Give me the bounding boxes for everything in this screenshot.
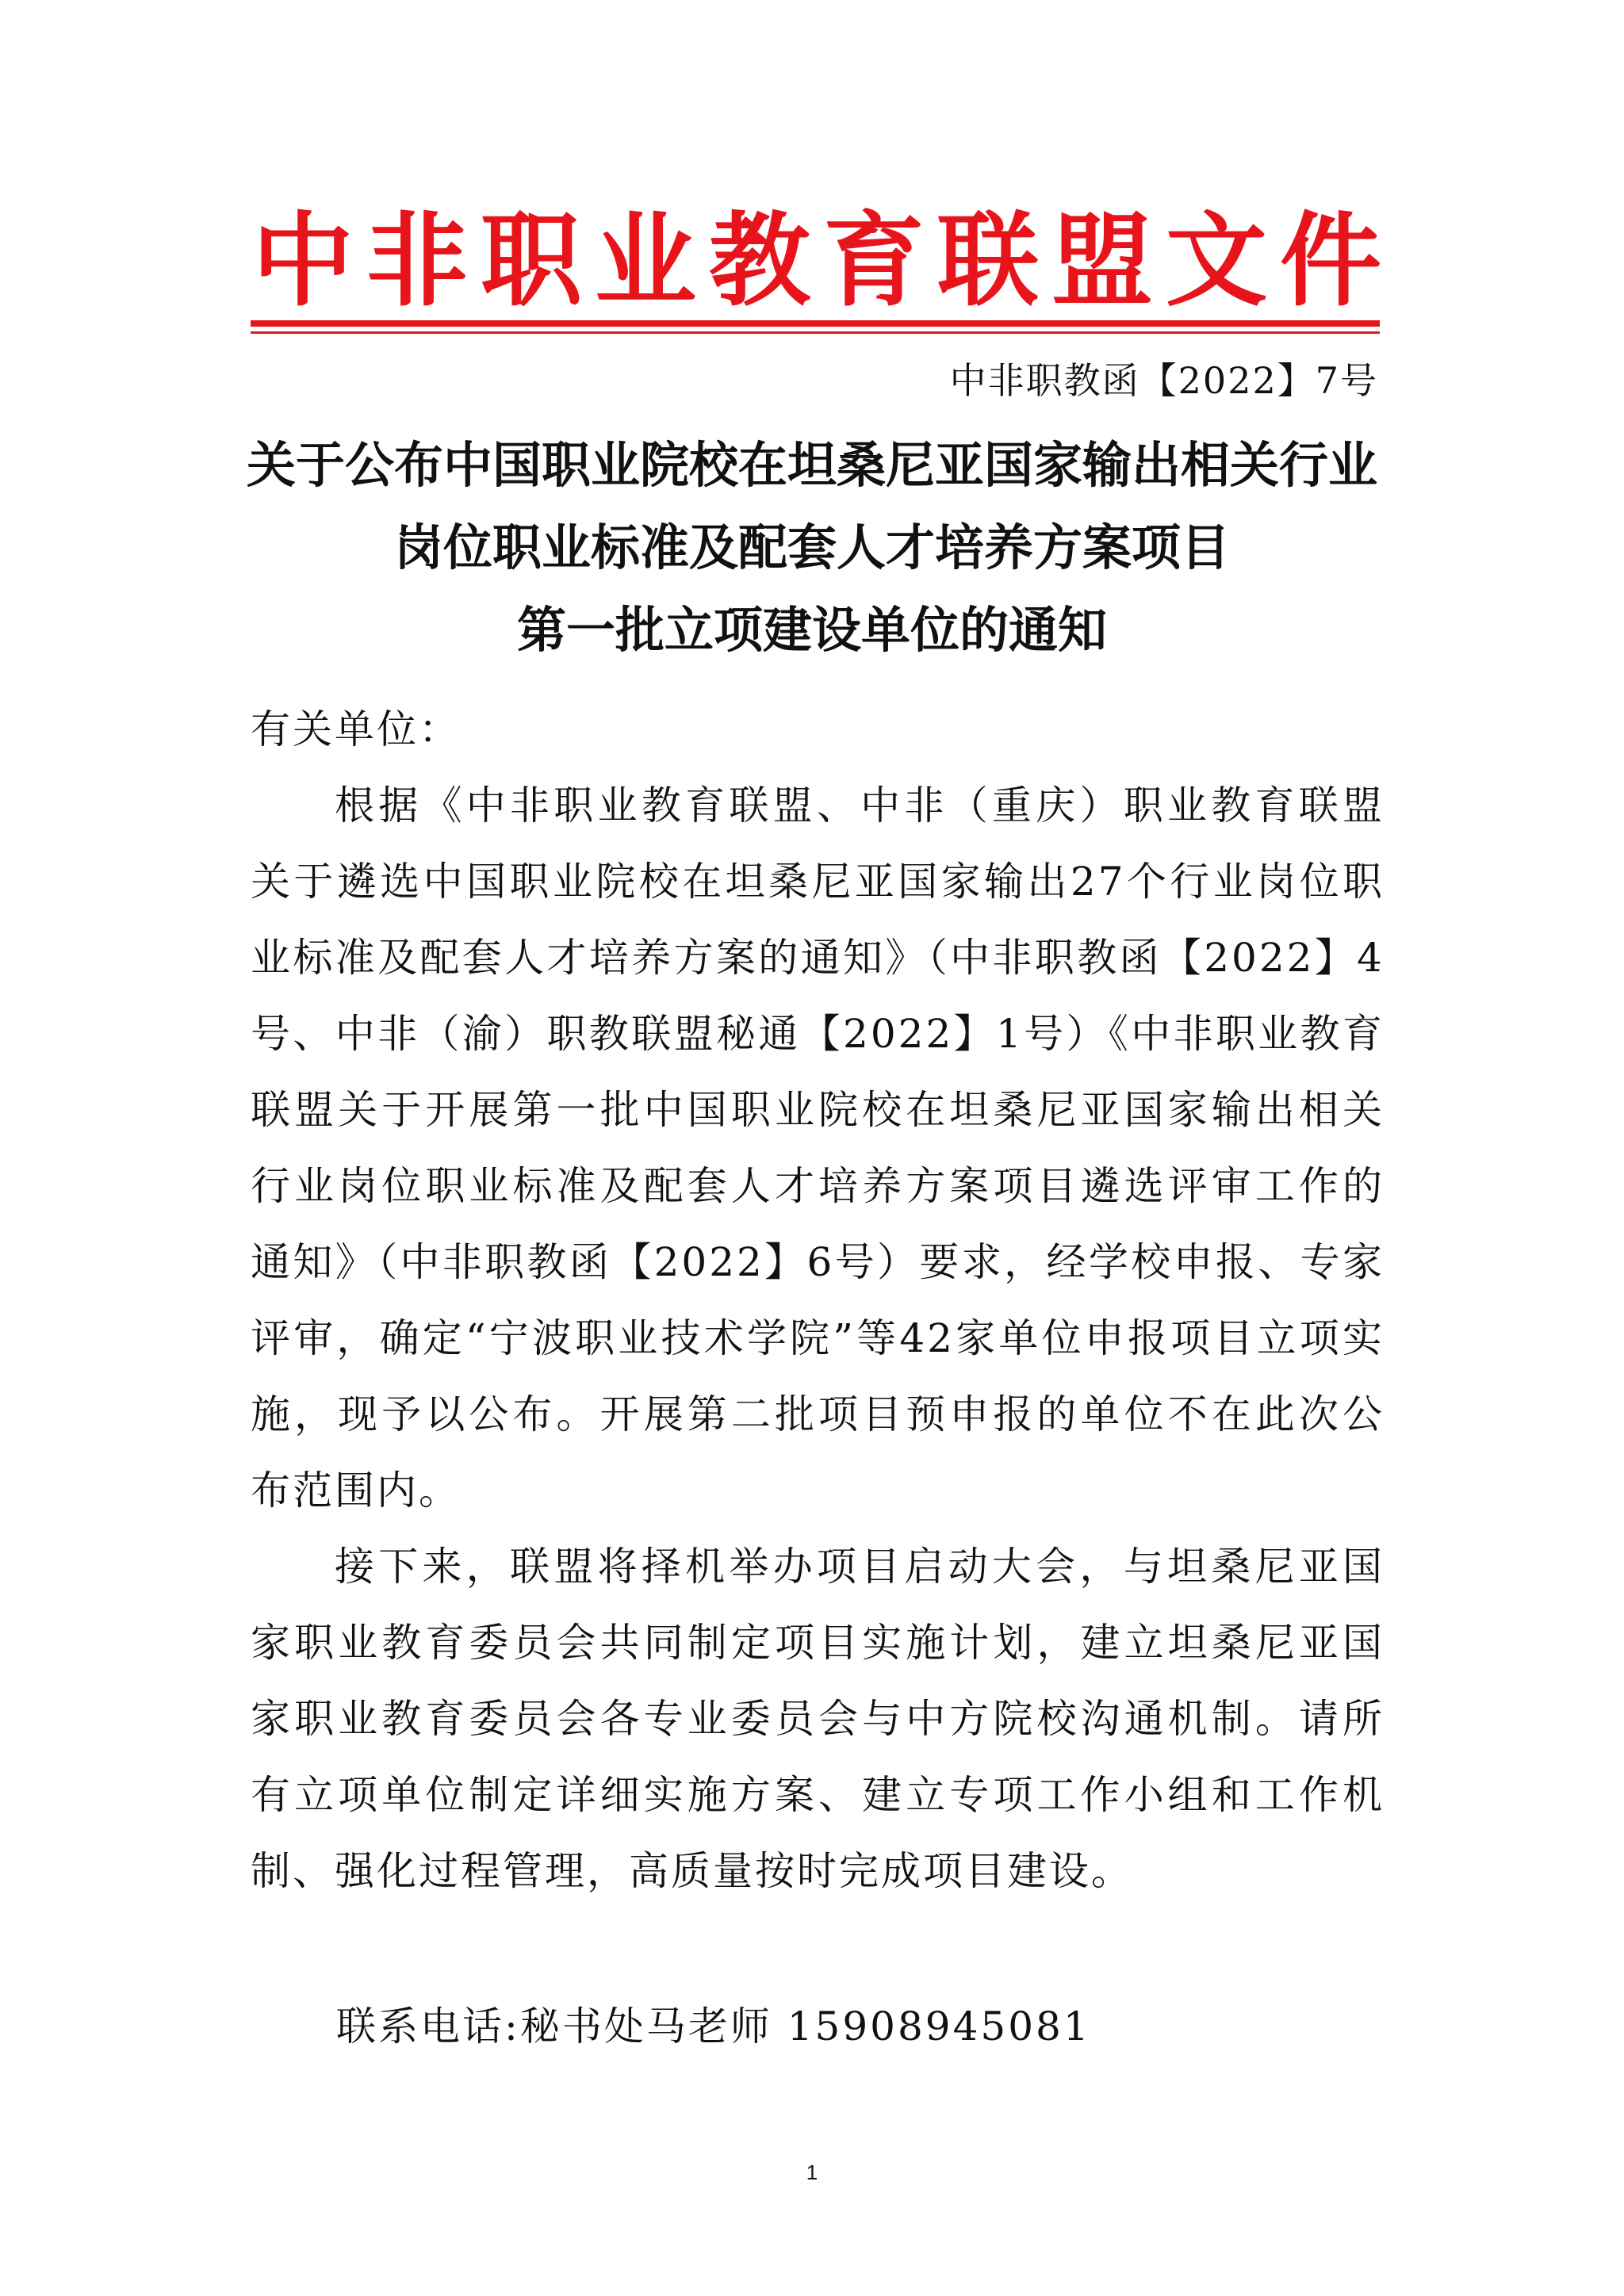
notice-title-line-1: 关于公布中国职业院校在坦桑尼亚国家输出相关行业 [246, 436, 1377, 494]
notice-title [238, 424, 1386, 672]
contact-line: 联系电话:秘书处马老师 15908945081 [336, 2003, 1091, 2049]
masthead-title: 中非职业教育联盟文件 [252, 202, 1395, 320]
body-paragraph-1: 根据《中非职业教育联盟、中非（重庆）职业教育联盟关于遴选中国职业院校在坦桑尼亚国家输出27个行业岗位职业标准及配套人才培养方案的通知》（中非职教函【2022】4号、中非（渝）职教联盟秘通【2022】1号）《中非职业教育联盟关于开展第一批中国职业院校在坦桑尼亚国家输出相关行业岗位职业标准及配套人才培养方案项目遴选评审工作的通知》（中非职教函【2022】6号）要求，经学校申报、专家评审，确定“宁波职业技术学院”等42家单位申报项目立项实施，现予以公布。开展第二批项目预申报的单位不在此次公布范围内。 [251, 783, 1385, 1513]
salutation: 有关单位： [251, 706, 461, 752]
notice-title-line-3: 第一批立项建设单位的通知 [516, 601, 1107, 659]
page-number: 1 [806, 2160, 818, 2184]
document-number: 中非职教函【2022】7号 [949, 359, 1378, 402]
masthead-rule-thin [251, 331, 1380, 334]
masthead-rule-thick [251, 320, 1380, 327]
notice-body [251, 691, 1385, 1909]
notice-title-line-2: 岗位职业标准及配套人才培养方案项目 [393, 519, 1230, 576]
body-paragraph-2: 接下来，联盟将择机举办项目启动大会，与坦桑尼亚国家职业教育委员会共同制定项目实施计划，建立坦桑尼亚国家职业教育委员会各专业委员会与中方院校沟通机制。请所有立项单位制定详细实施方案、建立专项工作小组和工作机制、强化过程管理，高质量按时完成项目建设。 [251, 1544, 1385, 1894]
